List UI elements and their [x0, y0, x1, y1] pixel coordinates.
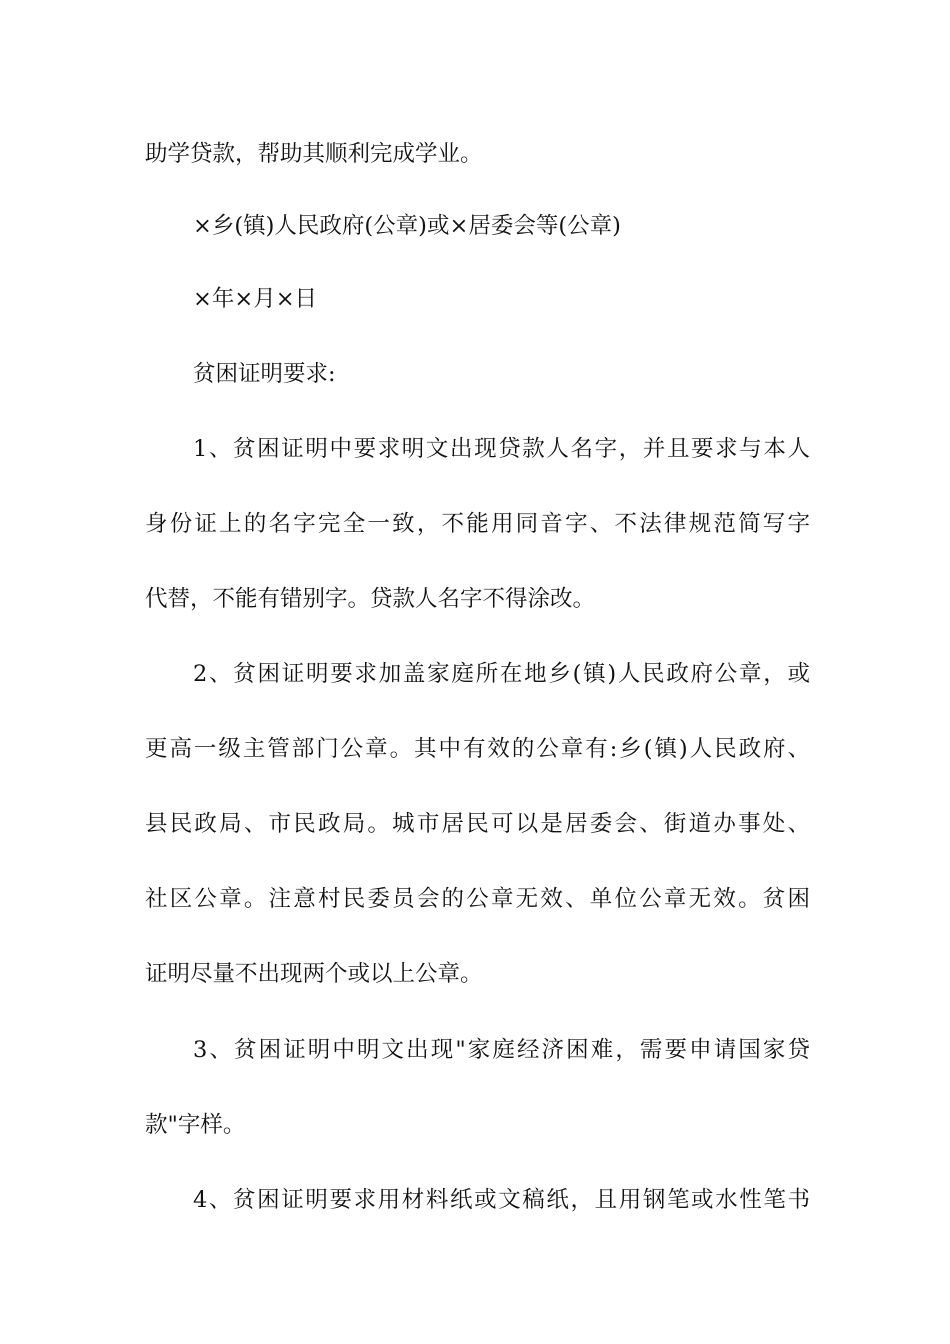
- text-line-11: 社区公章。注意村民委员会的公章无效、单位公章无效。贫困: [145, 886, 810, 912]
- text-line-1: 助学贷款，帮助其顺利完成学业。: [145, 141, 483, 167]
- text-line-15: 4、贫困证明要求用材料纸或文稿纸，且用钢笔或水性笔书: [193, 1187, 810, 1213]
- text-line-2: ×乡(镇)人民政府(公章)或×居委会等(公章): [193, 213, 621, 239]
- text-line-13: 3、贫困证明中明文出现"家庭经济困难，需要申请国家贷: [193, 1037, 810, 1063]
- text-line-12: 证明尽量不出现两个或以上公章。: [145, 961, 483, 987]
- text-line-10: 县民政局、市民政局。城市居民可以是居委会、街道办事处、: [145, 811, 810, 837]
- text-line-6: 身份证上的名字完全一致，不能用同音字、不法律规范简写字: [145, 511, 810, 537]
- text-line-9: 更高一级主管部门公章。其中有效的公章有:乡(镇)人民政府、: [145, 736, 810, 762]
- text-line-8: 2、贫困证明要求加盖家庭所在地乡(镇)人民政府公章，或: [193, 661, 810, 687]
- text-line-5: 1、贫困证明中要求明文出现贷款人名字，并且要求与本人: [193, 436, 810, 462]
- section-heading: 贫困证明要求:: [193, 361, 336, 387]
- text-line-14: 款"字样。: [145, 1112, 246, 1138]
- text-line-7: 代替，不能有错别字。贷款人名字不得涂改。: [145, 586, 596, 612]
- text-line-3: ×年×月×日: [193, 286, 318, 312]
